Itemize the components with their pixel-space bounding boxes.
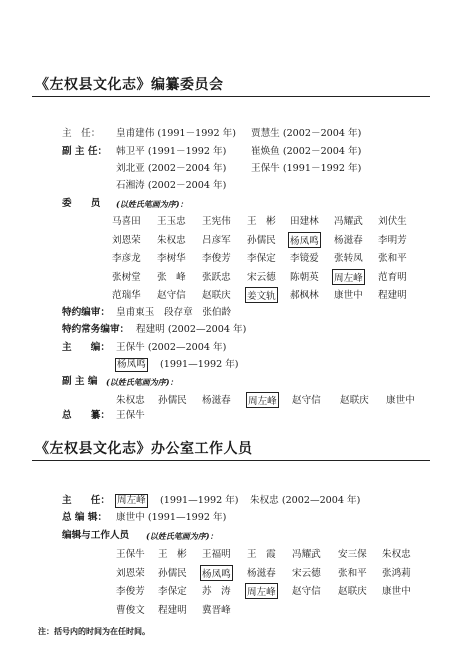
staff-name: 朱权忠 [382,549,411,560]
member-name: 马喜田 [112,216,141,227]
staff-name: 李保定 [158,586,187,598]
office-title-rule [32,460,430,461]
member-name: 范育明 [378,271,407,283]
vice-4: 王保牛 (1991－1992 年) [251,163,362,174]
office-director-boxed: 周左峰 [117,495,146,506]
members-note: (以姓氏笔画为序)： [116,199,188,209]
staff-name: 宋云德 [292,567,321,579]
office-chief-editor-label: 总 编 辑： [62,512,108,523]
vice-editor-name: 朱权忠 [116,395,145,406]
staff-name: 孙儒民 [158,567,187,579]
member-name: 李彦龙 [112,253,141,265]
member-name: 刘伏生 [378,216,407,227]
special-editor-label: 特约编审： [62,307,110,318]
office-staff-label: 编辑与工作人员 [62,530,130,541]
chief-editor-2-boxed: 杨凤鸣 [117,359,146,370]
member-name-boxed: 姜文轨 [245,287,278,303]
office-chief-editor: 康世中 (1991—1992 年) [116,512,227,523]
member-name: 李保定 [247,253,276,265]
chief-2: 贾慧生 (2002－2004 年) [251,128,362,139]
staff-name: 赵守信 [292,586,321,598]
vice-editor-name: 康世中 [386,395,415,406]
member-name: 张树堂 [112,271,141,283]
member-name: 康世中 [334,290,363,302]
staff-name: 冀晋峰 [202,604,231,616]
member-name: 张 峰 [157,271,186,283]
member-name-boxed: 周左峰 [332,269,365,285]
staff-name: 王 霞 [247,549,276,560]
vice-editor-note: (以姓氏笔画为序)： [106,377,178,387]
staff-name: 王 彬 [158,549,187,560]
staff-name: 苏 涛 [202,586,231,598]
chief-editor-label: 主 编： [62,342,110,353]
member-name: 孙儒民 [247,234,276,246]
member-name: 刘恩荣 [112,234,141,246]
staff-name: 冯耀武 [292,549,321,560]
footnote: 注：括号内的时间为在任时间。 [38,626,150,636]
member-name: 宋云德 [247,271,276,283]
member-name: 范瑞华 [112,290,141,302]
vice-editor-name: 杨滋春 [202,395,231,406]
member-name: 李俊芳 [202,253,231,265]
staff-name: 王福明 [202,549,231,560]
special-exec-name: 程建明 (2002—2004 年) [136,324,247,335]
vice-label: 副 主 任： [62,146,108,157]
member-name-boxed: 杨凤鸣 [288,232,321,248]
chief-editor-1: 王保牛 (2002—2004 年) [116,342,227,353]
member-name: 陈朝英 [290,271,319,283]
vice-editor-label: 副 主 编 [62,376,98,387]
reviewer-label: 总 纂： [62,410,110,421]
member-name: 张跃忠 [202,271,231,283]
office-staff-note: (以姓氏笔画为序)： [146,531,218,541]
chief-1: 皇甫建伟 (1991－1992 年) [116,128,236,139]
member-name: 李树华 [157,253,186,265]
vice-editor-name: 赵守信 [292,395,321,406]
staff-name: 张鸿莉 [382,567,411,579]
staff-name-boxed: 杨凤鸣 [200,565,233,581]
vice-1: 韩卫平 (1991－1992 年) [116,146,227,157]
staff-name: 李俊芳 [116,586,145,598]
member-name: 王 彬 [247,216,276,227]
special-editor-names: 皇甫東玉 段存章 张伯龄 [116,307,232,318]
staff-name: 康世中 [382,586,411,598]
staff-name: 曹俊文 [116,604,145,616]
vice-editor-name: 赵联庆 [340,395,369,406]
members-label: 委 员 [62,198,101,209]
office-director-label: 主 任： [62,495,110,506]
staff-name: 刘恩荣 [116,567,145,579]
member-name: 张转凤 [334,253,363,265]
vice-2: 崔焕鱼 (2002－2004 年) [251,146,362,157]
office-director-2: 朱权忠 (2002—2004 年) [250,495,361,506]
member-name: 赵联庆 [202,290,231,302]
chief-editor-2-years: (1991—1992 年) [160,359,239,370]
staff-name: 安三保 [338,549,367,560]
member-name: 田建林 [290,216,319,227]
staff-name-boxed: 周左峰 [245,583,278,599]
member-name: 杨滋春 [334,234,363,246]
office-director-years: (1991—1992 年) [160,495,239,506]
vice-editor-name: 孙儒民 [158,395,187,406]
staff-name: 赵联庆 [338,586,367,598]
member-name: 冯耀武 [334,216,363,227]
committee-title: 《左权县文化志》编纂委员会 [35,77,224,93]
staff-name: 杨滋春 [247,567,276,579]
chief-label: 主 任： [62,128,101,139]
member-name: 王玉忠 [157,216,186,227]
member-name: 李镜爱 [290,253,319,265]
vice-3: 刘北亚 (2002－2004 年) [116,163,227,174]
member-name: 程建明 [378,290,407,302]
member-name: 朱权忠 [157,234,186,246]
member-name: 王宪伟 [202,216,231,227]
staff-name: 王保牛 [116,549,145,560]
reviewer-name: 王保牛 [116,410,145,421]
member-name: 赵守信 [157,290,186,302]
staff-name: 程建明 [158,604,187,616]
vice-editor-name-boxed: 周左峰 [246,392,279,408]
vice-5: 石湘涛 (2002－2004 年) [116,180,227,191]
office-title: 《左权县文化志》办公室工作人员 [35,441,253,457]
member-name: 张和平 [378,253,407,265]
member-name: 李明芳 [378,234,407,246]
special-exec-label: 特约常务编审： [62,324,130,335]
committee-title-rule [32,96,430,97]
member-name: 郝枫林 [290,290,319,302]
member-name: 吕彦军 [202,234,231,246]
staff-name: 张和平 [338,567,367,579]
